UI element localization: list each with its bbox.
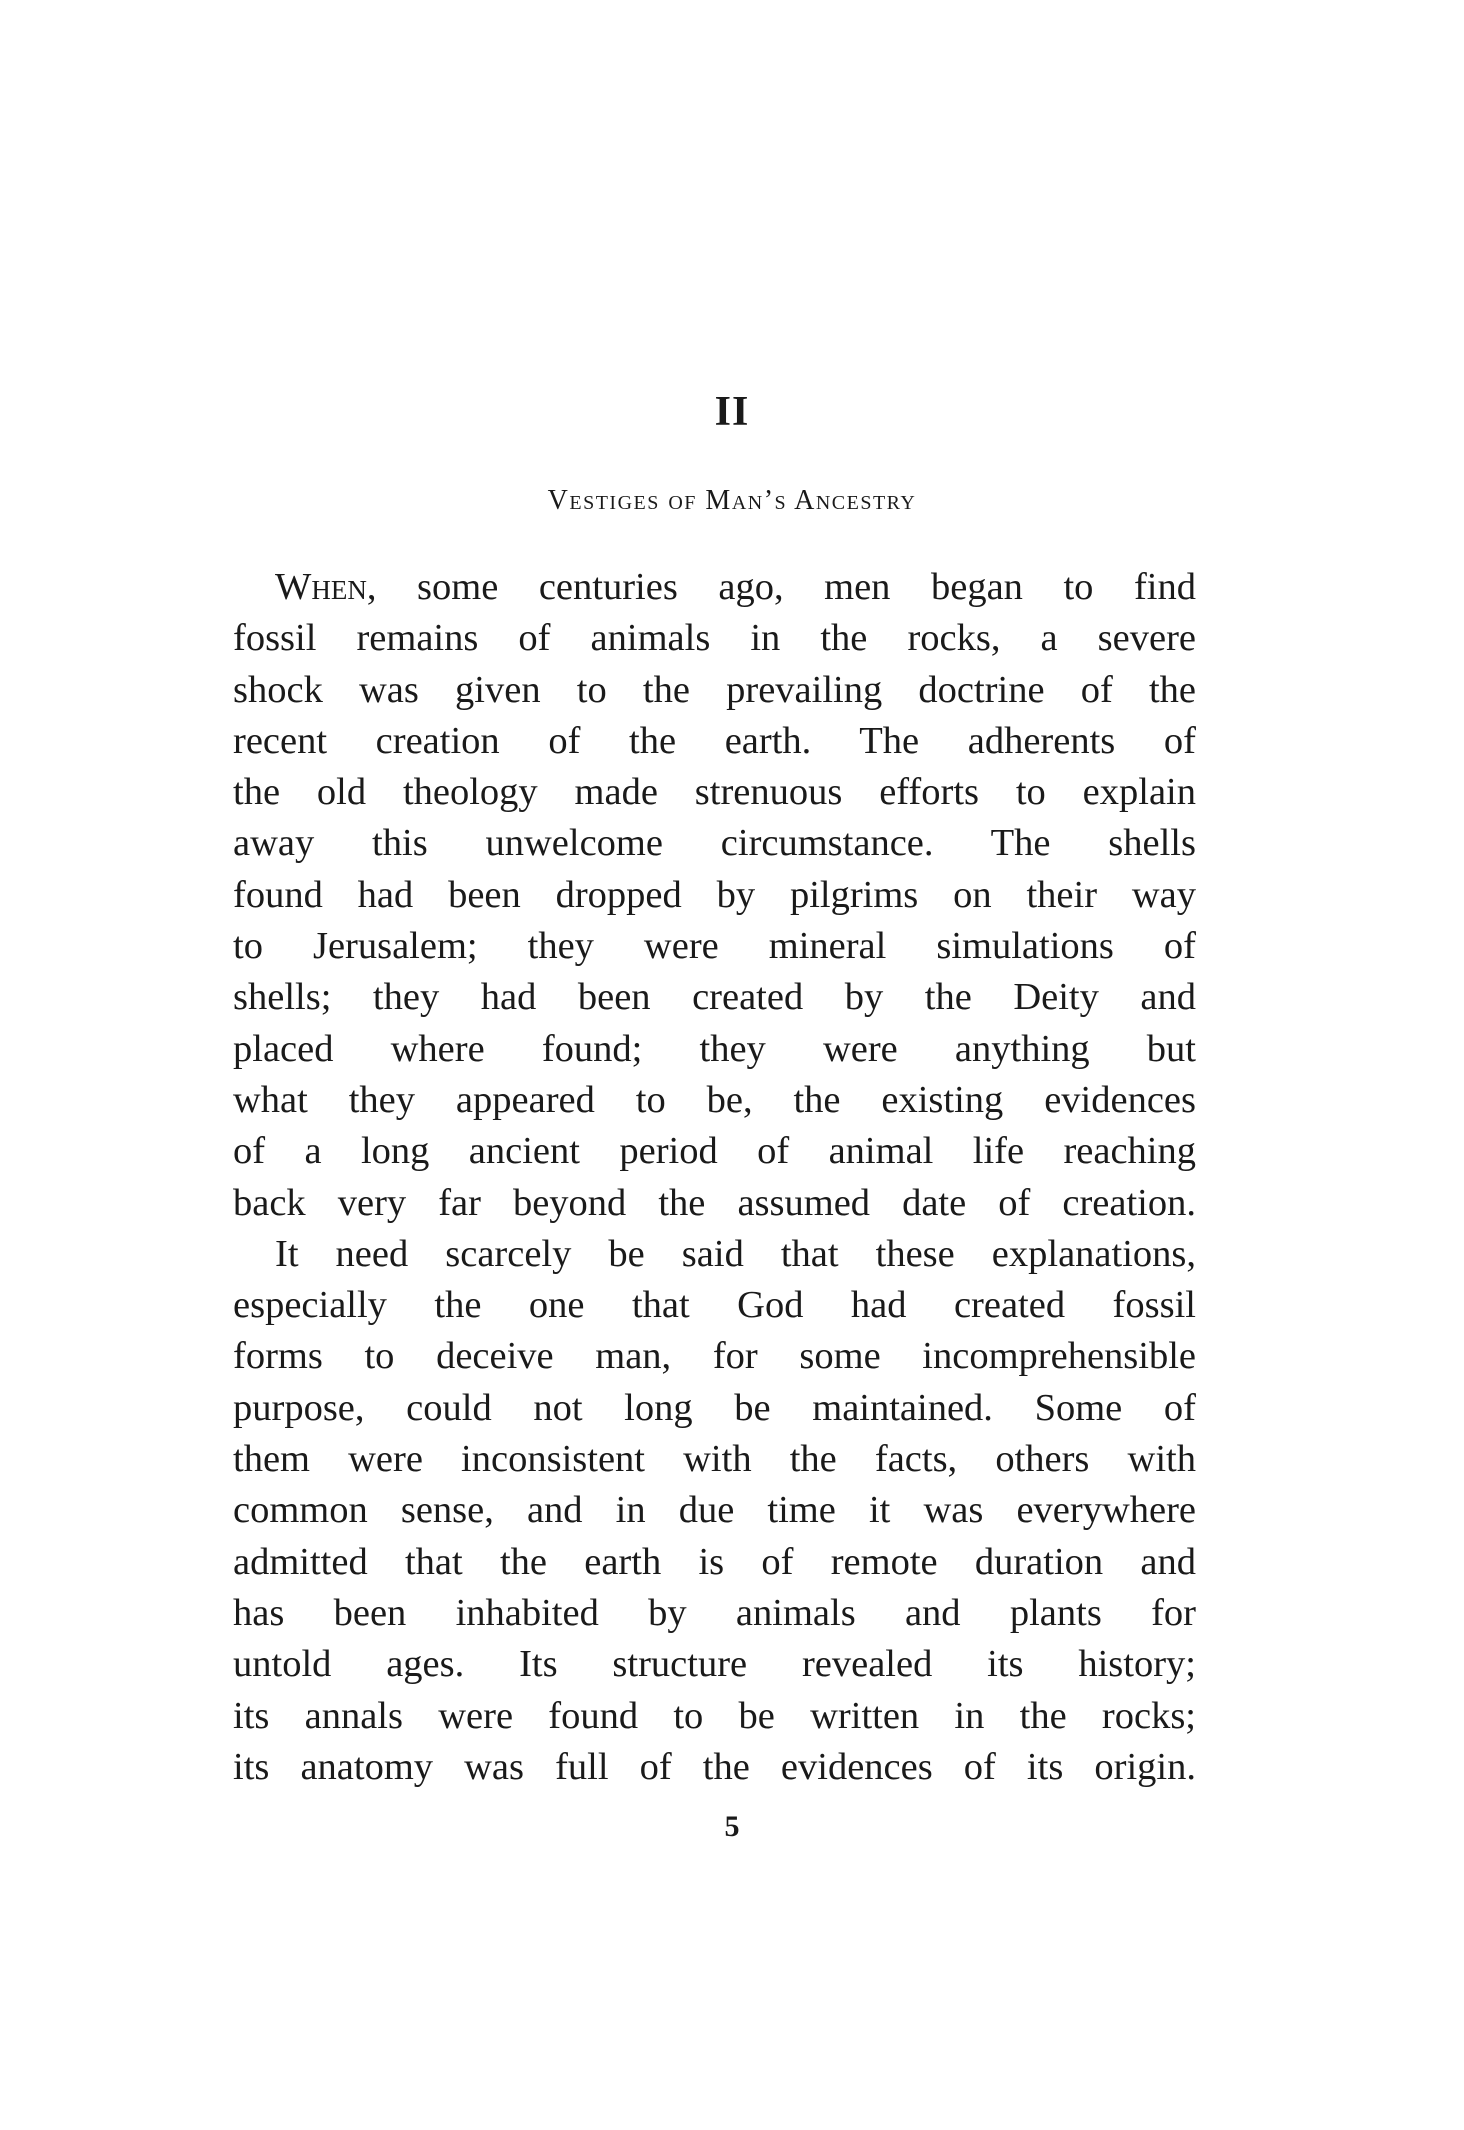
text-line: untold ages. Its structure revealed its history; <box>233 1643 1196 1686</box>
text-line: back very far beyond the assumed date of creation. <box>233 1181 1196 1224</box>
text-line: them were inconsistent with the facts, others with <box>233 1438 1196 1481</box>
lead-word: When, <box>275 566 377 608</box>
text-line: of a long ancient period of animal life reaching <box>233 1130 1196 1173</box>
text-line: its annals were found to be written in the rocks; <box>233 1694 1196 1737</box>
text-line: It need scarcely be said that these explanations, <box>275 1232 1196 1275</box>
text-line: the old theology made strenuous efforts to explain <box>233 771 1196 814</box>
text-line: its anatomy was full of the evidences of its origin. <box>233 1745 1196 1788</box>
text-line: forms to deceive man, for some incomprehensible <box>233 1335 1196 1378</box>
body-text <box>233 562 1196 1793</box>
text-line: especially the one that God had created fossil <box>233 1284 1196 1327</box>
line-text: some centuries ago, men began to find <box>417 566 1196 608</box>
chapter-number: II <box>714 389 750 435</box>
text-line: admitted that the earth is of remote duration and <box>233 1540 1196 1583</box>
text-line: purpose, could not long be maintained. Some of <box>233 1386 1196 1429</box>
text-line: found had been dropped by pilgrims on their way <box>233 873 1196 916</box>
text-line: to Jerusalem; they were mineral simulations of <box>233 925 1196 968</box>
text-line: shock was given to the prevailing doctrine of the <box>233 668 1196 711</box>
text-line: has been inhabited by animals and plants for <box>233 1591 1196 1634</box>
chapter-title: Vestiges of Man’s Ancestry <box>547 485 917 516</box>
text-line: common sense, and in due time it was everywhere <box>233 1489 1196 1532</box>
text-line: recent creation of the earth. The adherents of <box>233 719 1196 762</box>
text-line: shells; they had been created by the Deity and <box>233 976 1196 1019</box>
text-line: away this unwelcome circumstance. The shells <box>233 822 1196 865</box>
text-line: what they appeared to be, the existing evidences <box>233 1078 1196 1121</box>
text-line: fossil remains of animals in the rocks, a severe <box>233 617 1196 660</box>
page-number: 5 <box>724 1810 740 1843</box>
text-line: placed where found; they were anything but <box>233 1027 1196 1070</box>
text-line <box>233 562 1196 613</box>
